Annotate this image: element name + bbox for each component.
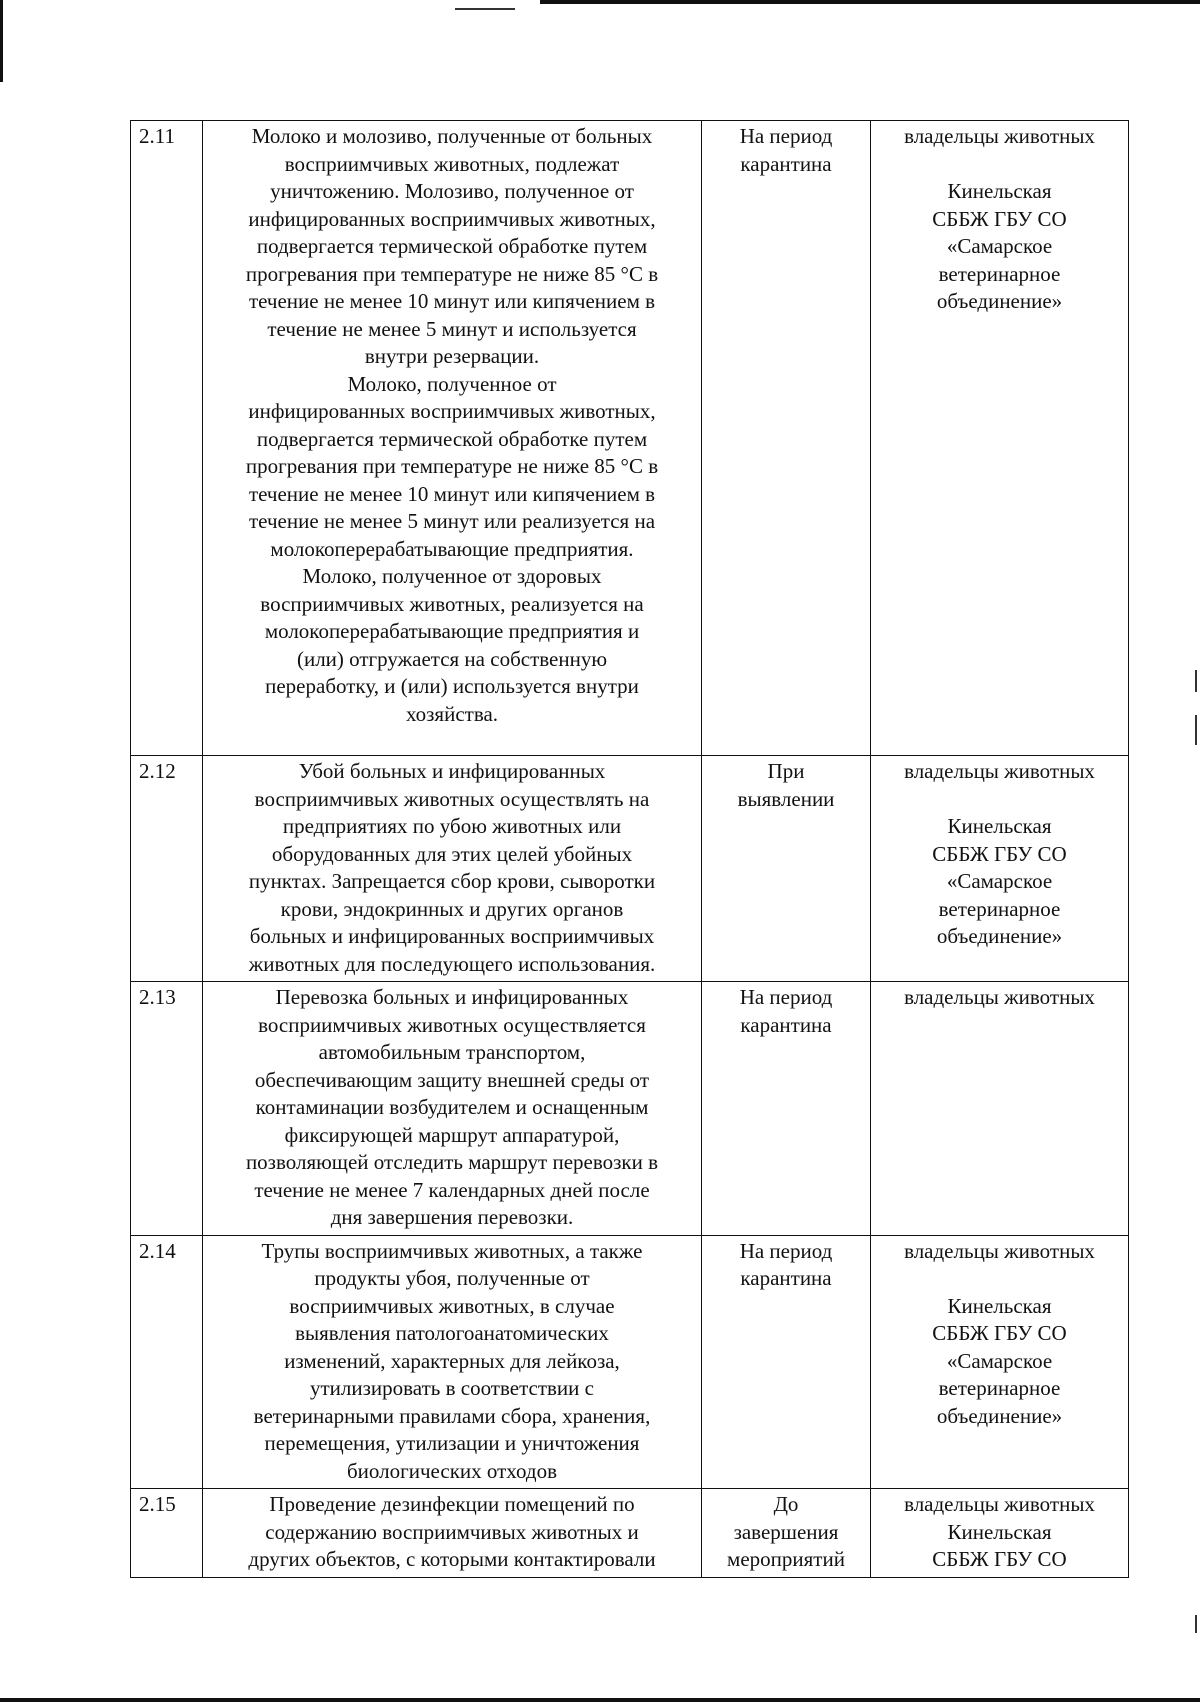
responsible-text: владельцы животных Кинельская СББЖ ГБУ СО	[871, 1489, 1129, 1578]
responsible-text: владельцы животных	[871, 982, 1129, 1236]
table-row	[131, 121, 1129, 756]
scan-right-mark	[1195, 670, 1197, 692]
row-number: 2.13	[131, 982, 203, 1236]
measure-text: Проведение дезинфекции помещений по содержанию восприимчивых животных и других объектов, с которыми контактировали	[203, 1489, 702, 1578]
row-number: 2.11	[131, 121, 203, 756]
period-text: На период карантина	[702, 121, 871, 756]
row-number: 2.14	[131, 1235, 203, 1489]
scan-left-border-line	[0, 0, 3, 82]
responsible-text: владельцы животных Кинельская СББЖ ГБУ СО «Самарское ветеринарное объединение»	[871, 121, 1129, 756]
scan-top-dash	[455, 8, 515, 10]
scan-right-mark	[1195, 1615, 1197, 1633]
table-row	[131, 1489, 1129, 1578]
measures-table	[130, 120, 1129, 1578]
measure-text: Трупы восприимчивых животных, а также продукты убоя, полученные от восприимчивых животных, в случае выявления патологоанатомических изменений, характерных для лейкоза, утилизировать в соответствии с ветеринарными правилами сбора, хранения, перемещения, утилизации и уничтожения биологических отходов	[203, 1235, 702, 1489]
responsible-text: владельцы животных Кинельская СББЖ ГБУ СО «Самарское ветеринарное объединение»	[871, 1235, 1129, 1489]
period-text: На период карантина	[702, 982, 871, 1236]
table-row	[131, 756, 1129, 982]
period-text: На период карантина	[702, 1235, 871, 1489]
row-number: 2.15	[131, 1489, 203, 1578]
measure-text: Молоко и молозиво, полученные от больных восприимчивых животных, подлежат уничтожению. Молозиво, полученное от инфицированных восприимчивых животных, подвергается термической обработке путем прогревания при температуре не ниже 85 °С в течение не менее 10 минут или кипячением в течение не менее 5 минут и используется внутри резервации. Молоко, полученное от инфицированных восприимчивых животных, подвергается термической обработке путем прогревания при температуре не ниже 85 °С в течение не менее 10 минут или кипячением в течение не менее 5 минут или реализуется на молокоперерабатывающие предприятия. Молоко, полученное от здоровых восприимчивых животных, реализуется на молокоперерабатывающие предприятия и (или) отгружается на собственную переработку, и (или) используется внутри хозяйства.	[203, 121, 702, 756]
row-number: 2.12	[131, 756, 203, 982]
responsible-text: владельцы животных Кинельская СББЖ ГБУ СО «Самарское ветеринарное объединение»	[871, 756, 1129, 982]
scan-right-mark	[1195, 715, 1197, 745]
scan-top-border-line	[540, 0, 1200, 4]
table-row	[131, 982, 1129, 1236]
scan-bottom-border-line	[0, 1698, 1200, 1702]
measure-text: Убой больных и инфицированных восприимчивых животных осуществлять на предприятиях по убою животных или оборудованных для этих целей убойных пунктах. Запрещается сбор крови, сыворотки крови, эндокринных и других органов больных и инфицированных восприимчивых животных для последующего использования.	[203, 756, 702, 982]
table-row	[131, 1235, 1129, 1489]
period-text: До завершения мероприятий	[702, 1489, 871, 1578]
period-text: При выявлении	[702, 756, 871, 982]
measure-text: Перевозка больных и инфицированных восприимчивых животных осуществляется автомобильным транспортом, обеспечивающим защиту внешней среды от контаминации возбудителем и оснащенным фиксирующей маршрут аппаратурой, позволяющей отследить маршрут перевозки в течение не менее 7 календарных дней после дня завершения перевозки.	[203, 982, 702, 1236]
